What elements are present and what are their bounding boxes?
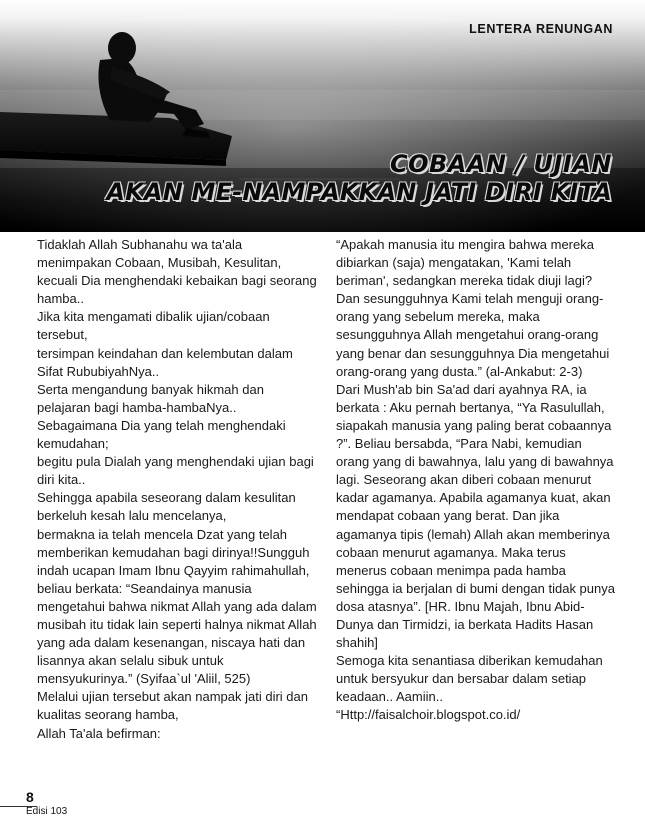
title-line-2: AKAN ME-NAMPAKKAN JATI DIRI KITA xyxy=(106,178,612,206)
section-label: LENTERA RENUNGAN xyxy=(469,22,613,36)
closing-prayer: Semoga kita senantiasa diberikan kemudahan untuk bersyukur dan bersabar dalam setiap keadaan.. Aamiin.. xyxy=(336,653,603,705)
hadith-paragraph: Dari Mush'ab bin Sa'ad dari ayahnya RA, ia berkata : Aku pernah bertanya, “Ya Rasulullah, siapakah manusia yang paling berat cobaannya ?”. Beliau bersabda, “Para Nabi, kemudian orang yang di bawahnya, lalu yang di bawahnya lagi. Seseorang akan diberi cobaan menurut kadar agamanya. Apabila agamanya kuat, akan mendapat cobaan yang berat. Dan jika agamanya tipis (lemah) Allah akan memberinya cobaan menurut agamanya. Maka terus menerus cobaan menimpa pada hamba sehingga ia berjalan di bumi dengan tidak punya dosa atasnya”. [HR. Ibnu Majah, Ibnu Abid-Dunya dan Tirmidzi, ia berkata Hadits Hasan shahih] xyxy=(336,381,615,651)
paragraph: Jika kita mengamati dibalik ujian/cobaan tersebut, xyxy=(37,309,270,343)
paragraph: Tidaklah Allah Subhanahu wa ta'ala menimpakan Cobaan, Musibah, Kesulitan, kecuali Dia menghendaki kebaikan bagi seorang hamba.. xyxy=(37,237,317,307)
right-column xyxy=(336,236,617,725)
article-title xyxy=(106,150,612,206)
paragraph: Sehingga apabila seseorang dalam kesulitan berkeluh kesah lalu mencelanya, xyxy=(37,490,296,524)
source-link[interactable]: “Http://faisalchoir.blogspot.co.id/ xyxy=(336,707,521,723)
paragraph: begitu pula Dialah yang menghendaki ujian bagi diri kita.. xyxy=(37,454,314,488)
header-photo xyxy=(0,0,645,232)
quran-quote: “Apakah manusia itu mengira bahwa mereka dibiarkan (saja) mengatakan, 'Kami telah beriman', sedangkan mereka tidak diuji lagi? Dan sesungguhnya Kami telah menguji orang-orang yang sebelum mereka, maka sesungguhnya Allah mengetahui orang-orang yang benar dan sesungguhnya Dia mengetahui orang-orang yang dusta.” (al-Ankabut: 2-3) xyxy=(336,237,610,379)
paragraph: Serta mengandung banyak hikmah dan pelajaran bagi hamba-hambaNya.. xyxy=(37,381,264,415)
left-column xyxy=(37,236,319,743)
page-number: 8 xyxy=(26,789,34,805)
paragraph: Sebagaimana Dia yang telah menghendaki kemudahan; xyxy=(37,417,286,452)
title-line-1: COBAAN / UJIAN xyxy=(389,150,612,178)
paragraph: tersimpan keindahan dan kelembutan dalam Sifat RububiyahNya.. xyxy=(37,345,293,379)
paragraph: Allah Ta'ala befirman: xyxy=(37,725,161,741)
edition-label: Edisi 103 xyxy=(26,806,68,817)
paragraph: Melalui ujian tersebut akan nampak jati diri dan kualitas seorang hamba, xyxy=(37,689,308,723)
paragraph: bermakna ia telah mencela Dzat yang telah memberikan kemudahan bagi dirinya!!Sungguh indah ucapan Imam Ibnu Qayyim rahimahullah, beliau berkata: “Seandainya manusia mengetahui bahwa nikmat Allah yang ada dalam musibah itu tidak lain seperti halnya nikmat Allah yang ada dalam kesenangan, niscaya hati dan lisannya akan selalu sibuk untuk mensyukurinya.” (Syifaa`ul 'Aliil, 525) xyxy=(37,526,317,687)
